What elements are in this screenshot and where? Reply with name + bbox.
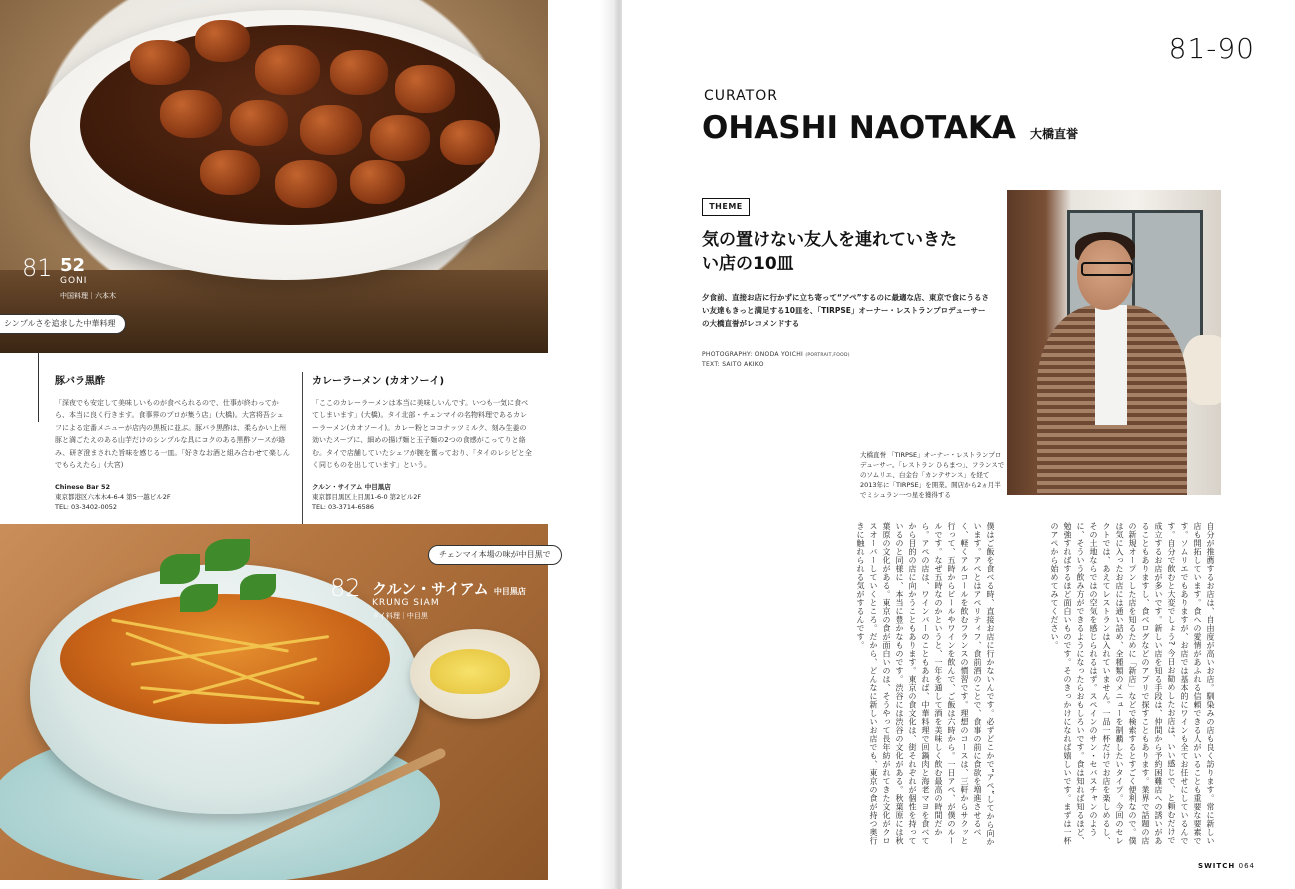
shop-tel: TEL: 03-3714-6586	[312, 502, 375, 511]
pork-piece	[300, 105, 362, 155]
shop-reading-krung-siam: KRUNG SIAM	[372, 598, 440, 608]
curator-portrait	[1007, 190, 1221, 495]
body-text-column-1: 僕はご飯を食べる時、直接お店に行かないんです。必ずどこかで“アペ”してから向かいます。アペとはアペリティフ、食前酒のことで、食事の前に食欲を増進させるべく、軽くアルコールを飲むフランスの慣習です。理想のコースは、三軒からサクッと行って、五時からビールやワインを飲んで、ご飯は六時から。一日アペ、が僕のルールです。なぜ五時なのかというと、一年を通して酒を美味しく飲む最高の時間だから。アペの店は、ワインバーのこともあれば、中華料理で回鍋肉と海老マヨを食べてから目的の店に向かうこともあります。東京の食文化は、街それぞれが個性を持っているのと同様に、本当に豊かなものです。渋谷には渋谷の文化がある。秋葉原には秋葉原の文化がある。東京の食が面白いのは、そうやって長年紡がれてきた文化がクロスオーバーしていくところ。だから、どんなに新しいお店でも、東京の食が持つ奥行きに触れられる気がするんです。	[856, 522, 995, 846]
article-title: 豚バラ黒酢	[55, 376, 105, 387]
pork-piece	[350, 160, 405, 204]
dish82-tagline: チェンマイ本場の味が中目黒で	[428, 545, 562, 565]
dish-number-81: 81	[22, 254, 53, 282]
pork-piece	[395, 65, 455, 113]
shop-info	[55, 482, 290, 512]
credit-text: TEXT: SAITO AKIKO	[702, 361, 764, 368]
shop-category-82: タイ料理｜中目黒	[372, 612, 428, 620]
credit-photo-note: (PORTRAIT,FOOD)	[805, 353, 850, 358]
shop-category-81: 中国料理｜六本木	[60, 292, 116, 300]
page-number: 064	[1238, 862, 1255, 870]
pork-piece	[230, 100, 288, 146]
pork-piece	[255, 45, 320, 95]
pork-piece	[195, 20, 250, 62]
theme-badge: THEME	[702, 198, 750, 216]
glasses-icon	[1081, 262, 1133, 276]
shop-address: 東京都目黒区上目黒1-6-0 第2ビル2F	[312, 492, 422, 501]
shop-address: 東京都港区六本木4-6-4 第5一越ビル2F	[55, 492, 171, 501]
column-divider	[302, 372, 303, 530]
background-figure	[1182, 335, 1221, 405]
pork-piece	[130, 40, 190, 85]
pork-piece	[275, 160, 337, 208]
curator-label: CURATOR	[704, 88, 778, 104]
shop-tel: TEL: 03-3402-0052	[55, 502, 118, 511]
left-page	[0, 0, 615, 889]
pork-piece	[370, 115, 430, 161]
lime-wedge	[430, 649, 510, 694]
dish81-tagline: シンプルさを追求した中華料理	[0, 314, 126, 334]
pork-piece	[160, 90, 222, 138]
article-pork-vinegar	[55, 376, 290, 512]
shop-name-krung-siam	[372, 578, 526, 599]
coriander-leaf	[205, 539, 250, 571]
coriander-leaf	[180, 584, 218, 612]
pork-piece	[200, 150, 260, 195]
coriander-leaf	[240, 574, 276, 600]
shop-reading-goni: GONI	[60, 276, 88, 286]
ranking-range: 81-90	[1168, 32, 1255, 65]
article-body: 「ここのカレーラーメンは本当に美味しいんです。いつも一気に食べてしまいます」(大橋)。タイ北部・チェンマイの名物料理であるカレーラーメン(カオソーイ)。カレー粉とココナッツミルク、刻み生姜の効いたスープに、細めの揚げ麺と玉子麺の2つの食感がこってりと絡む。タイで店舗していたシェフが腕を奮っており、「タイのレシピと全く同じものを出しています」という。	[312, 398, 532, 469]
theme-headline: 気の置けない友人を連れていきたい店の10皿	[702, 230, 957, 274]
pork-piece	[440, 120, 495, 165]
credit-photo: PHOTOGRAPHY: ONODA YOICHI	[702, 351, 804, 358]
shop-branch: 中目黒店	[493, 587, 526, 596]
article-body: 「深夜でも安定して美味しいものが食べられるので、仕事が終わってから、本当に良く行きます。食事界のプロが集う店」(大橋)。大宮将吾シェフによる定番メニューが店内の黒板に並ぶ。豚バラ黒酢は、柔らかい上州豚と満ごたえのある山芋だけのシンプルな具にコクのある黒酢ソースが絡み、研ぎ澄まされた旨味を感じる一皿。「好きなお酒と組み合わせて楽しんでもらえたら」(大宮)	[55, 398, 290, 469]
body-text-column-2: 自分が推薦するお店は、自由度が高いお店。馴染みの店も良く訪ります。常に新しい店も開拓しています。食への愛情があふれる信頼できる人がいることも重要な要素です。ソムリエでもありますが、お店では基本的にワインも全てお任せにしているんです。自分で飲むと大変でしょう? 今日お勧めしたお店は、いい感じで、と頼むだけで成立するお店が多いです。新しい店を知る手段は、仲間から予約困難店への誘いがあることもありますし、食べログなどのアプリで探すこともあります。業界で話題の店の新規オープンした店を知るために「新店」などで検索するとすごく便利なので。僕は気に入ったお店には通い詰め、全種類のメニューを制覇したいタイプ。今回のセレクトでは、あえてレストランは入れていません。一品一杯だけでお店を楽しめるし、その土地ならではの空気を感じられるはず。スペインのサン・セバスチャンのように、そういう飲み方ができるようになったらおもしろいです。食は知れば知るほど、勉強すればするほど面白いものです。そのきっかけになれば嬉しいです。まずは一杯のアペから始めてみてください。	[1050, 522, 1215, 845]
curator-name-ja: 大橋直誉	[1030, 127, 1079, 141]
curator-name: OHASHI NAOTAKA	[702, 110, 1016, 146]
article-title: カレーラーメン (カオソーイ)	[312, 376, 445, 387]
shop-name: Chinese Bar 52	[55, 482, 111, 491]
shop-info	[312, 482, 532, 512]
shop-name-ja: クルン・サイアム	[372, 580, 489, 598]
lead-paragraph: 夕食前、直接お店に行かずに立ち寄って“アペ”するのに最適な店、東京で食にうるさい友達もきっと満足する10皿を、「TIRPSE」オーナー・レストランプロデューサーの大橋直誉がレコメンドする	[702, 293, 990, 328]
shop-name: クルン・サイアム 中目黒店	[312, 482, 391, 491]
white-shirt	[1095, 305, 1127, 425]
shop-name-52: 52	[60, 255, 86, 276]
photo-credits	[702, 350, 850, 369]
article-curry-ramen	[312, 376, 532, 512]
bracket-line	[38, 352, 39, 422]
right-page	[622, 0, 1295, 889]
coriander-leaf	[160, 554, 200, 584]
magazine-name: SWITCH	[1198, 862, 1236, 870]
curry-soup	[60, 594, 390, 724]
dish-number-82: 82	[330, 574, 361, 602]
portrait-caption: 大橋直誉 「TIRPSE」オーナー・レストランプロデューサー。「レストラン ひらまつ」、フランスでのソムリエ、白金台「カンテサンス」を経て2013年に「TIRPSE」を開業。開店から2ヵ月半でミシュラン一つ星を獲得する	[860, 451, 1005, 499]
pork-piece	[330, 50, 388, 95]
page-footer	[1198, 862, 1255, 870]
